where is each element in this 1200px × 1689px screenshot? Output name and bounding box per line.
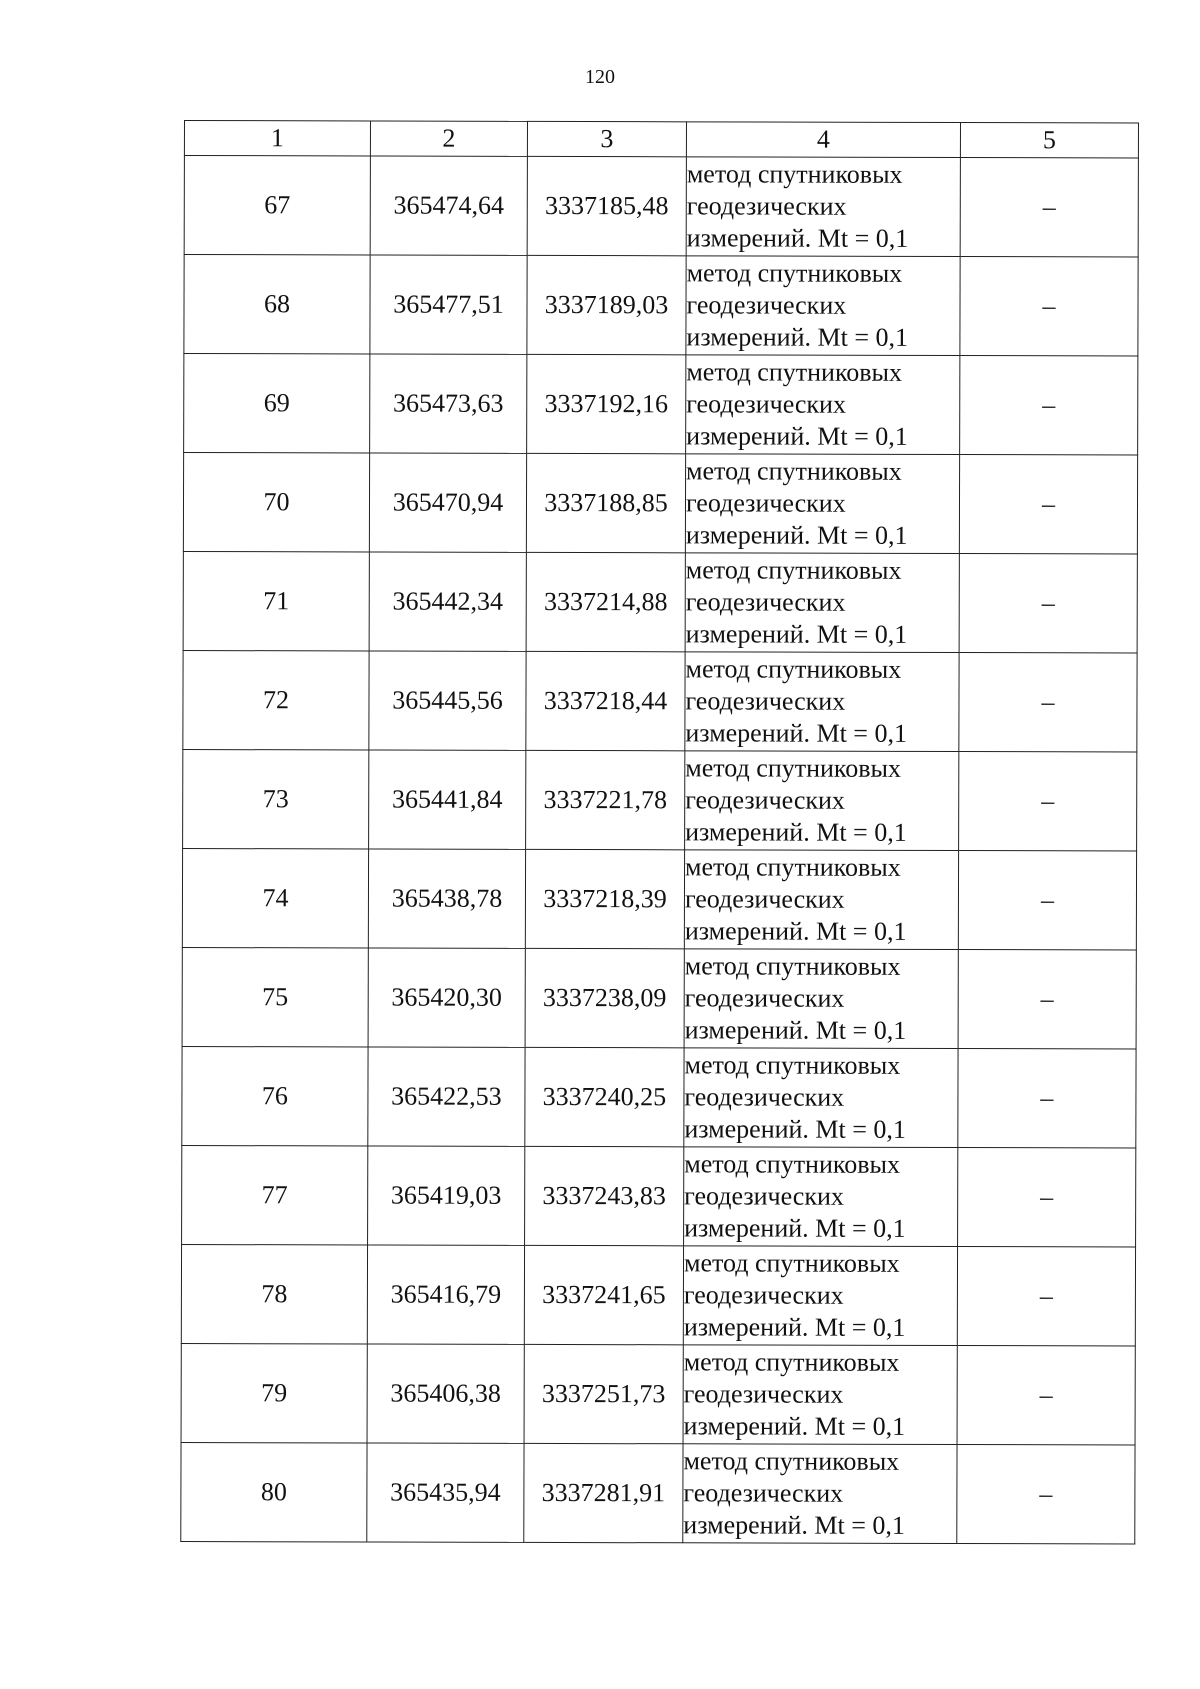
y-coordinate-cell: 3337221,78 [526, 750, 685, 849]
method-text-line: геодезических [683, 1280, 844, 1310]
method-text-line: метод спутниковых [683, 1347, 900, 1377]
method-text-line: измерений. Mt = 0,1 [686, 421, 908, 451]
table-row [181, 1244, 1135, 1345]
method-cell [685, 652, 959, 752]
method-cell [683, 1246, 957, 1346]
header-col-4: 4 [686, 122, 960, 158]
note-cell: – [960, 257, 1138, 356]
y-coordinate-cell: 3337243,83 [525, 1146, 684, 1245]
method-cell [684, 850, 958, 950]
header-col-2: 2 [370, 121, 527, 156]
point-number-cell: 76 [182, 1046, 368, 1145]
y-coordinate-cell: 3337192,16 [527, 354, 686, 453]
x-coordinate-cell: 365406,38 [367, 1344, 524, 1443]
x-coordinate-cell: 365419,03 [368, 1146, 525, 1245]
y-coordinate-cell: 3337218,44 [526, 651, 685, 750]
note-cell: – [958, 950, 1136, 1049]
method-text-line: измерений. Mt = 0,1 [683, 1510, 905, 1540]
header-col-1: 1 [184, 121, 370, 156]
x-coordinate-cell: 365438,78 [368, 849, 525, 948]
method-cell [686, 157, 960, 257]
method-cell [686, 355, 960, 455]
method-cell [685, 751, 959, 851]
x-coordinate-cell: 365420,30 [368, 948, 525, 1047]
table-row [183, 453, 1137, 554]
x-coordinate-cell: 365441,84 [369, 750, 526, 849]
note-cell: – [958, 1148, 1136, 1247]
note-cell: – [957, 1346, 1135, 1445]
note-cell: – [959, 554, 1137, 653]
method-text-line: измерений. Mt = 0,1 [686, 322, 909, 352]
note-cell: – [957, 1445, 1135, 1544]
method-text-line: измерений. Mt = 0,1 [686, 223, 909, 253]
method-text-line: геодезических [685, 488, 846, 518]
method-text-line: геодезических [684, 983, 845, 1013]
method-text-line: измерений. Mt = 0,1 [684, 1015, 907, 1045]
method-cell [684, 1048, 958, 1148]
table-row [184, 156, 1138, 257]
method-text-line: метод спутниковых [685, 555, 902, 585]
method-text-line: измерений. Mt = 0,1 [685, 619, 908, 649]
page-number: 120 [585, 66, 615, 88]
point-number-cell: 77 [182, 1145, 368, 1244]
method-text-line: измерений. Mt = 0,1 [683, 1411, 906, 1441]
method-text-line: метод спутниковых [685, 852, 901, 882]
x-coordinate-cell: 365477,51 [370, 255, 527, 354]
method-cell [684, 949, 958, 1049]
x-coordinate-cell: 365422,53 [368, 1047, 525, 1146]
y-coordinate-cell: 3337251,73 [524, 1344, 683, 1443]
method-text-line: метод спутниковых [684, 951, 901, 981]
note-cell: – [959, 653, 1137, 752]
point-number-cell: 71 [183, 551, 369, 650]
method-text-line: метод спутниковых [685, 753, 902, 783]
method-text-line: геодезических [683, 1379, 844, 1409]
y-coordinate-cell: 3337238,09 [525, 948, 684, 1047]
table-row [184, 354, 1138, 455]
x-coordinate-cell: 365474,64 [370, 156, 527, 255]
y-coordinate-cell: 3337240,25 [525, 1047, 684, 1146]
method-text-line: геодезических [683, 1478, 844, 1508]
method-cell [685, 553, 959, 653]
method-text-line: измерений. Mt = 0,1 [684, 916, 907, 946]
method-text-line: геодезических [684, 1082, 845, 1112]
y-coordinate-cell: 3337214,88 [526, 552, 685, 651]
y-coordinate-cell: 3337281,91 [524, 1443, 683, 1542]
method-text-line: измерений. Mt = 0,1 [683, 1312, 906, 1342]
method-text-line: метод спутниковых [686, 456, 902, 486]
point-number-cell: 70 [183, 453, 369, 552]
method-text-line: геодезических [686, 389, 847, 419]
table-row [183, 749, 1137, 850]
table-row [181, 1343, 1135, 1444]
x-coordinate-cell: 365445,56 [369, 651, 526, 750]
method-text-line: метод спутниковых [686, 258, 903, 288]
coordinates-table [180, 120, 1139, 1544]
point-number-cell: 68 [184, 255, 370, 354]
point-number-cell: 73 [183, 749, 369, 848]
table-row [182, 1145, 1136, 1246]
x-coordinate-cell: 365435,94 [367, 1443, 524, 1542]
method-text-line: метод спутниковых [686, 159, 903, 189]
point-number-cell: 69 [184, 354, 370, 453]
note-cell: – [957, 1247, 1135, 1346]
method-text-line: измерений. Mt = 0,1 [685, 817, 907, 847]
point-number-cell: 79 [181, 1343, 367, 1442]
table-header-row [184, 121, 1138, 158]
x-coordinate-cell: 365442,34 [369, 552, 526, 651]
method-text-line: геодезических [685, 686, 846, 716]
method-text-line: измерений. Mt = 0,1 [685, 718, 908, 748]
method-cell [684, 1147, 958, 1247]
method-cell [683, 1345, 957, 1445]
y-coordinate-cell: 3337218,39 [525, 849, 684, 948]
method-text-line: метод спутниковых [686, 357, 903, 387]
method-text-line: геодезических [684, 1181, 844, 1211]
method-text-line: метод спутниковых [683, 1248, 900, 1278]
method-text-line: геодезических [685, 587, 846, 617]
method-text-line: геодезических [684, 884, 845, 914]
table-row [181, 1442, 1135, 1543]
table-body [181, 156, 1139, 1544]
note-cell: – [958, 1049, 1136, 1148]
y-coordinate-cell: 3337241,65 [524, 1245, 683, 1344]
method-text-line: геодезических [686, 191, 847, 221]
note-cell: – [960, 158, 1138, 257]
method-text-line: измерений. Mt = 0,1 [685, 520, 908, 550]
point-number-cell: 67 [184, 156, 370, 255]
table-row [182, 947, 1136, 1048]
method-text-line: измерений. Mt = 0,1 [684, 1114, 907, 1144]
method-text-line: метод спутниковых [684, 1050, 901, 1080]
table-row [183, 551, 1137, 652]
point-number-cell: 74 [182, 848, 368, 947]
x-coordinate-cell: 365416,79 [367, 1245, 524, 1344]
x-coordinate-cell: 365470,94 [369, 453, 526, 552]
note-cell: – [959, 455, 1137, 554]
point-number-cell: 80 [181, 1442, 367, 1541]
point-number-cell: 78 [181, 1244, 367, 1343]
method-text-line: измерений. Mt = 0,1 [684, 1213, 906, 1243]
y-coordinate-cell: 3337189,03 [527, 255, 686, 354]
table-row [183, 650, 1137, 751]
note-cell: – [960, 356, 1138, 455]
note-cell: – [958, 851, 1136, 950]
y-coordinate-cell: 3337185,48 [527, 156, 686, 255]
x-coordinate-cell: 365473,63 [370, 354, 527, 453]
table-row [184, 255, 1138, 356]
point-number-cell: 72 [183, 650, 369, 749]
y-coordinate-cell: 3337188,85 [526, 453, 685, 552]
method-text-line: геодезических [685, 785, 845, 815]
header-col-5: 5 [960, 123, 1138, 158]
method-text-line: геодезических [686, 290, 847, 320]
table-row [182, 848, 1136, 949]
method-text-line: метод спутниковых [683, 1446, 900, 1476]
method-cell [683, 1444, 957, 1544]
table-row [182, 1046, 1136, 1147]
method-text-line: метод спутниковых [685, 654, 902, 684]
note-cell: – [959, 752, 1137, 851]
point-number-cell: 75 [182, 947, 368, 1046]
method-cell [686, 256, 960, 356]
header-col-3: 3 [527, 121, 686, 156]
method-text-line: метод спутниковых [684, 1149, 901, 1179]
method-cell [685, 454, 959, 554]
